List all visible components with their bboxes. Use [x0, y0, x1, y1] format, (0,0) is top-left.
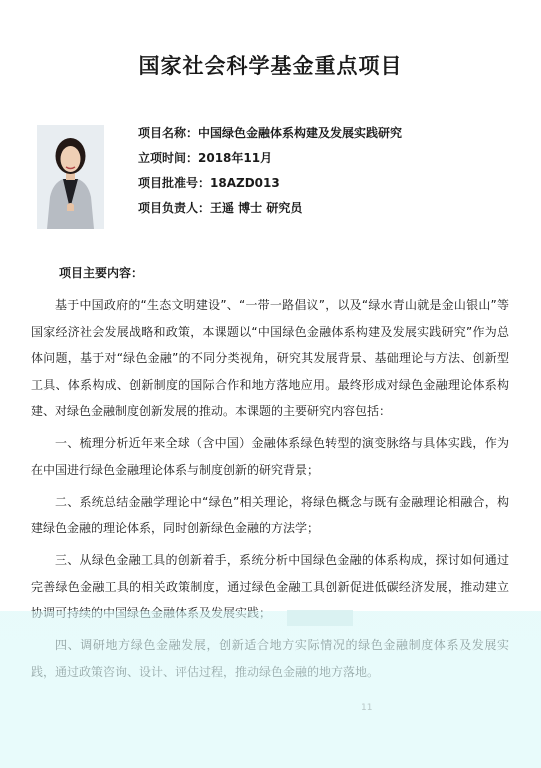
- portrait-photo: [37, 125, 104, 229]
- scan-mark: [287, 610, 353, 626]
- page-marker: 11: [361, 703, 373, 713]
- project-leader: 项目负责人：王遥 博士 研究员: [138, 201, 303, 215]
- project-info: [138, 121, 518, 221]
- item-one-paragraph: 一、梳理分析近年来全球（含中国）金融体系绿色转型的演变脉络与具体实践，作为在中国进行绿色金融理论体系与制度创新的研究背景；: [31, 436, 509, 477]
- project-name: 项目名称：中国绿色金融体系构建及发展实践研究: [138, 126, 403, 140]
- item-two-paragraph: 二、系统总结金融学理论中“绿色”相关理论，将绿色概念与既有金融理论相融合，构建绿色金融的理论体系，同时创新绿色金融的方法学；: [31, 494, 509, 535]
- content-heading: 项目主要内容：: [59, 266, 144, 280]
- intro-paragraph: 基于中国政府的“生态文明建设”、“一带一路倡议”，以及“绿水青山就是金山银山”等国家经济社会发展战略和政策，本课题以“中国绿色金融体系构建及发展实践研究”作为总体问题，基于对“绿色金融”的不同分类视角，研究其发展背景、基础理论与方法、创新型工具、体系构成、创新制度的国际合作和地方落地应用。最终形成对绿色金融理论体系构建、对绿色金融制度创新发展的推动。本课题的主要研究内容包括：: [31, 298, 509, 418]
- scan-tint-overlay: [0, 611, 541, 768]
- project-date: 立项时间：2018年11月: [138, 151, 273, 165]
- document-title: 国家社会科学基金重点项目: [138, 54, 403, 78]
- project-approval-number: 项目批准号：18AZD013: [138, 176, 280, 190]
- item-three-paragraph: 三、从绿色金融工具的创新着手，系统分析中国绿色金融的体系构成，探讨如何通过完善绿色金融工具的相关政策制度，通过绿色金融工具创新促进低碳经济发展，推动建立: [31, 553, 509, 594]
- portrait-illustration: [37, 125, 104, 229]
